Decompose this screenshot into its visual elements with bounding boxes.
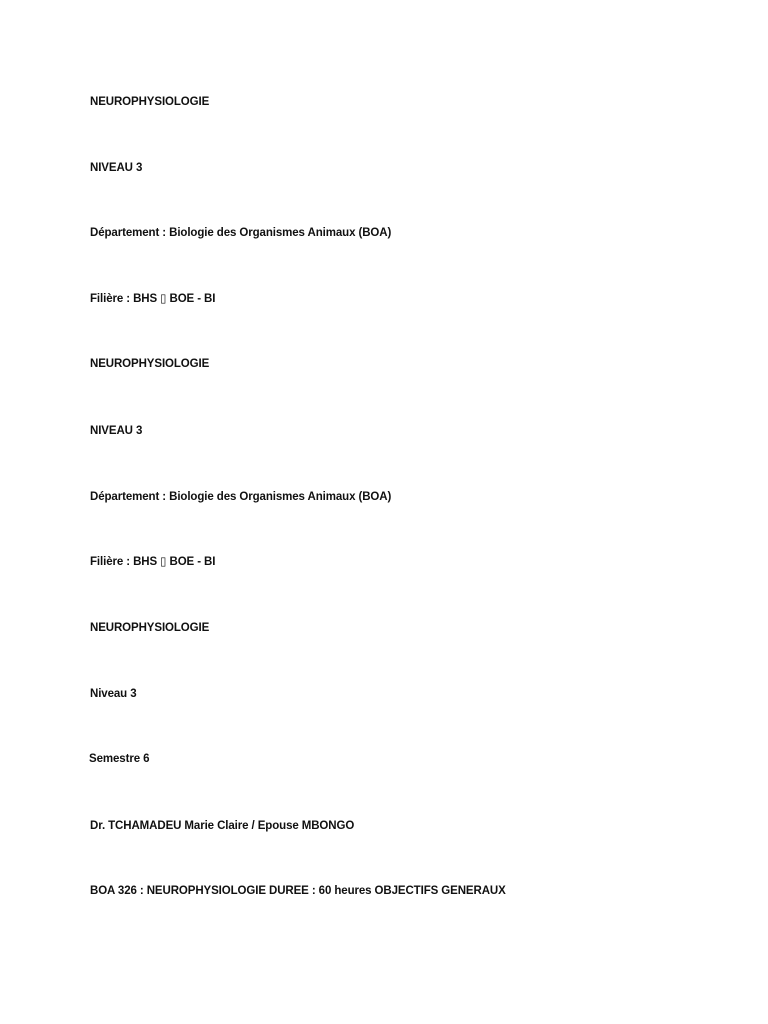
- level-line: NIVEAU 3: [90, 162, 143, 174]
- department-line: Département : Biologie des Organismes Animaux (BOA): [90, 491, 392, 503]
- track-line: Filière : BHS ▯ BOE - BI: [90, 556, 216, 568]
- semester-line: Semestre 6: [89, 753, 150, 765]
- course-title: NEUROPHYSIOLOGIE: [90, 622, 210, 634]
- course-summary-line: BOA 326 : NEUROPHYSIOLOGIE DUREE : 60 heures OBJECTIFS GENERAUX: [90, 885, 506, 897]
- level-line: Niveau 3: [90, 688, 137, 700]
- course-title: NEUROPHYSIOLOGIE: [90, 96, 210, 108]
- course-title: NEUROPHYSIOLOGIE: [90, 358, 210, 370]
- instructor-line: Dr. TCHAMADEU Marie Claire / Epouse MBONGO: [90, 820, 355, 832]
- track-line: Filière : BHS ▯ BOE - BI: [90, 293, 216, 305]
- department-line: Département : Biologie des Organismes Animaux (BOA): [90, 227, 392, 239]
- level-line: NIVEAU 3: [90, 425, 143, 437]
